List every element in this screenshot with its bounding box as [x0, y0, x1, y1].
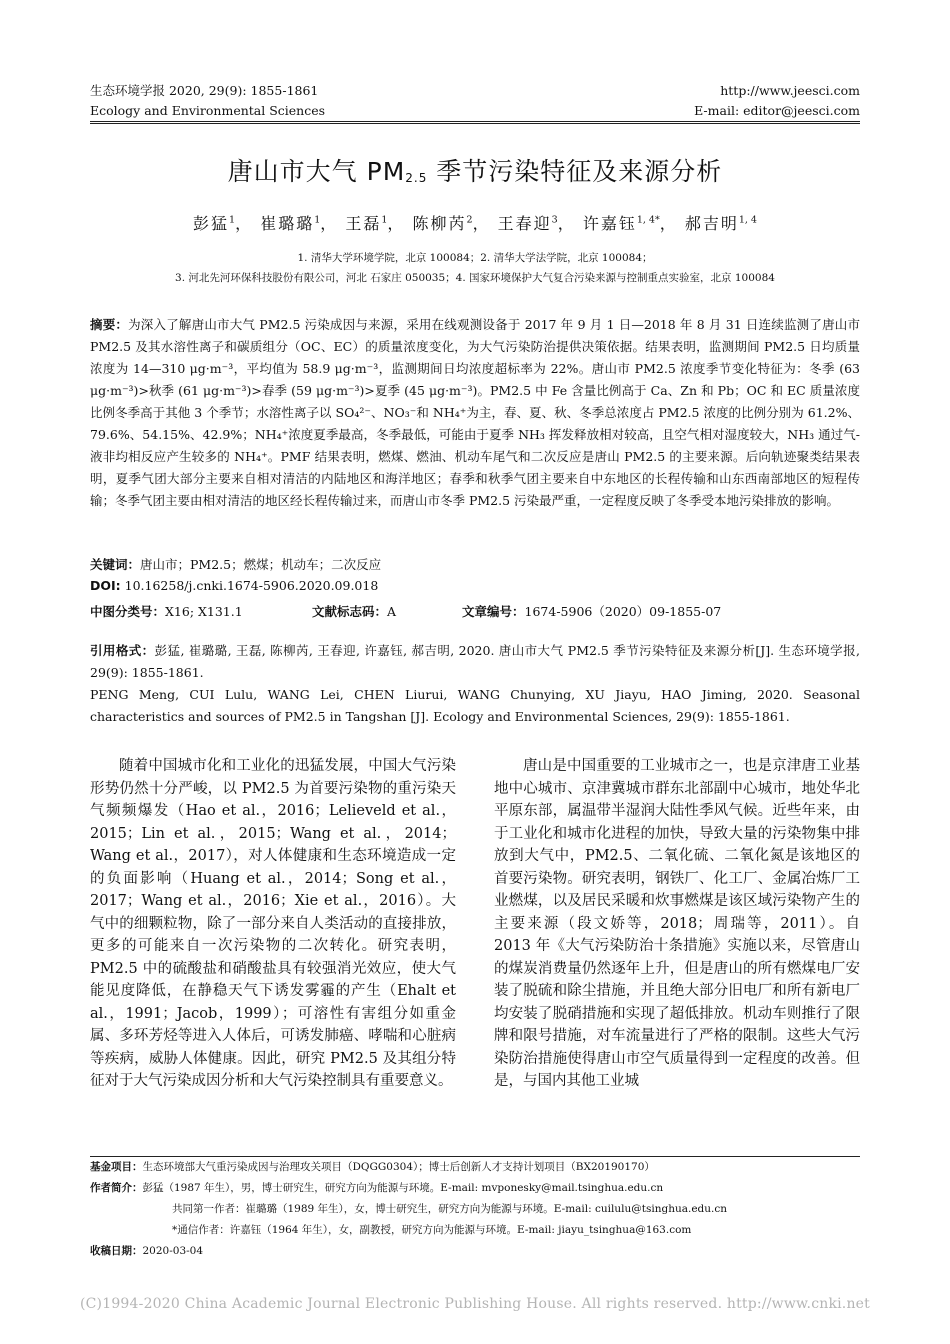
journal-url[interactable]: http://www.jeesci.com: [720, 83, 860, 98]
header-rule-top: [90, 121, 860, 122]
received-date: 收稿日期：2020-03-04: [90, 1245, 204, 1257]
author: 彭猛$^1$: [193, 214, 236, 233]
author: 崔璐璐$^1$: [260, 214, 321, 233]
author: 郝吉明$^{1, 4}$: [684, 214, 757, 233]
citation: [90, 640, 860, 728]
abstract-label: 摘要：: [90, 317, 129, 332]
journal-name-en: Ecology and Environmental Sciences: [90, 103, 326, 118]
author: 王春迎$^3$: [497, 214, 558, 233]
author: 王磊$^1$: [345, 214, 388, 233]
affiliation-line: 1. 清华大学环境学院，北京 100084；2. 清华大学法学院，北京 100084；: [297, 252, 653, 264]
body-column-left: [90, 755, 456, 1093]
keywords: 关键词：唐山市；PM2.5；燃煤；机动车；二次反应: [90, 557, 382, 572]
header-rule-bottom: [90, 123, 860, 124]
doi: DOI: 10.16258/j.cnki.1674-5906.2020.09.018: [90, 578, 379, 593]
body-column-right: [494, 755, 860, 1093]
author: 许嘉钰$^{1, 4*}$: [582, 214, 660, 233]
document-code: 文献标志码：A: [312, 604, 397, 619]
abstract: [90, 314, 860, 512]
abstract-text: 为深入了解唐山市大气 PM2.5 污染成因与来源，采用在线观测设备于 2017 年 9 月 1 日—2018 年 8 月 31 日连续监测了唐山市 PM2.5 及其水溶性离子和碳质组分（OC、EC）的质量浓度变化，为大气污染防治提供决策依据。结果表明，监测期间 PM2.5 日均质量浓度为 14—310 μg·m⁻³，平均值为 58.9 μg·m⁻³，监测期间日均浓度超标率为 22%。唐山市 PM2.5 浓度季节变化特征为：冬季 (63 μg·m⁻³)>秋季 (61 μg·m⁻³)>春季 (59 μg·m⁻³)>夏季 (45 μg·m⁻³)。PM2.5 中 Fe 含量比例高于 Ca、Zn 和 Pb；OC 和 EC 质量浓度比例冬季高于其他 3 个季节；水溶性离子以 SO₄²⁻、NO₃⁻和 NH₄⁺为主，春、夏、秋、冬季总浓度占 PM2.5 浓度的比例分别为 61.2%、79.6%、54.15%、42.9%；NH₄⁺浓度夏季最高，冬季最低，可能由于夏季 NH₃ 挥发释放相对较高，且空气相对湿度较大，NH₃ 通过气-液非均相反应产生较多的 NH₄⁺。PMF 结果表明，燃煤、燃油、机动车尾气和二次反应是唐山 PM2.5 的主要来源。后向轨迹聚类结果表明，夏季气团大部分主要来自相对清洁的内陆地区和海洋地区；春季和秋季气团主要来自中东地区的长程传输和山东西南部地区的短程传输；冬季气团主要由相对清洁的地区经长程传输过来，而唐山市冬季 PM2.5 污染最严重，一定程度反映了冬季受本地污染排放的影响。: [90, 317, 860, 508]
article-number: 文章编号：1674-5906（2020）09-1855-07: [462, 604, 722, 619]
clc-number: 中图分类号：X16; X131.1: [90, 604, 243, 619]
copyright-notice: (C)1994-2020 China Academic Journal Electronic Publishing House. All rights reserved. http://www.cnki.net: [79, 1296, 870, 1312]
body-paragraph: 唐山是中国重要的工业城市之一，也是京津唐工业基地中心城市、京津冀城市群东北部副中心城市，地处华北平原东部，属温带半湿润大陆性季风气候。近些年来，由于工业化和城市化进程的加快，导致大量的污染物集中排放到大气中，PM2.5、二氧化硫、二氧化氮是该地区的首要污染物。研究表明，钢铁厂、化工厂、金属冶炼厂工业燃煤，以及居民采暖和炊事燃煤是该区域污染物产生的主要来源（段文娇等，2018；周瑞等，2011）。自 2013 年《大气污染防治十条措施》实施以来，尽管唐山的煤炭消费量仍然逐年上升，但是唐山的所有燃煤电厂安装了脱硫和除尘措施，并且绝大部分旧电厂和所有新电厂均安装了脱硝措施和实现了超低排放。机动车则推行了限牌和限号措施，对车流量进行了严格的限制。这些大气污染防治措施使得唐山市空气质量得到一定程度的改善。但是，与国内其他工业城: [494, 758, 860, 1089]
journal-name-cn: 生态环境学报 2020, 29(9): 1855-1861: [90, 83, 319, 98]
body-paragraph: 随着中国城市化和工业化的迅猛发展，中国大气污染形势仍然十分严峻，以 PM2.5 为首要污染物的重污染天气频频爆发（Hao et al.，2016；Lelieveld et al.，2015；Lin et al.，2015；Wang et al.，2014；Wang et al.，2017），对人体健康和生态环境造成一定的负面影响（Huang et al.，2014；Song et al.，2017；Wang et al.，2016；Xie et al.，2016）。大气中的细颗粒物，除了一部分来自人类活动的直接排放，更多的可能来自一次污染物的二次转化。研究表明，PM2.5 中的硫酸盐和硝酸盐具有较强消光效应，使大气能见度降低，在静稳天气下诱发雾霾的产生（Ehalt et al.，1991；Jacob，1999）；可溶性有害组分如重金属、多环芳烃等进入人体后，可诱发肺癌、哮喘和心脏病等疾病，威胁人体健康。因此，研究 PM2.5 及其组分特征对于大气污染成因分析和大气污染控制具有重要意义。: [90, 758, 456, 1089]
author: 陈柳芮$^2$: [412, 214, 473, 233]
corresponding-author: *通信作者：许嘉钰（1964 年生），女，副教授，研究方向为能源与环境。E-mail: jiayu_tsinghua@163.com: [172, 1224, 692, 1236]
paper-title: 唐山市大气 PM2.5 季节污染特征及来源分析: [227, 157, 723, 186]
author-list: 彭猛$^1$， 崔璐璐$^1$， 王磊$^1$， 陈柳芮$^2$， 王春迎$^3$， 许嘉钰$^{1, 4*}$， 郝吉明$^{1, 4}$: [193, 214, 757, 233]
citation-en: PENG Meng, CUI Lulu, WANG Lei, CHEN Liurui, WANG Chunying, XU Jiayu, HAO Jiming, 2020. Seasonal characteristics and sources of PM2.5 in Tangshan [J]. Ecology and Environmental Sciences, 29(9): 1855-1861.: [90, 687, 860, 724]
citation-cn: 引用格式：彭猛, 崔璐璐, 王磊, 陈柳芮, 王春迎, 许嘉钰, 郝吉明, 2020. 唐山市大气 PM2.5 季节污染特征及来源分析[J]. 生态环境学报, 29(9): 1855-1861.: [90, 643, 860, 680]
author-bio: 作者简介：彭猛（1987 年生），男，博士研究生，研究方向为能源与环境。E-mail: mvponesky@mail.tsinghua.edu.cn: [90, 1182, 664, 1194]
fund-info: 基金项目：生态环境部大气重污染成因与治理攻关项目（DQGG0304）；博士后创新人才支持计划项目（BX20190170）: [90, 1161, 655, 1173]
co-first-author: 共同第一作者：崔璐璐（1989 年生），女，博士研究生，研究方向为能源与环境。E-mail: cuilulu@tsinghua.edu.cn: [172, 1203, 728, 1215]
journal-email[interactable]: E-mail: editor@jeesci.com: [694, 103, 860, 118]
affiliation-line: 3. 河北先河环保科技股份有限公司，河北 石家庄 050035；4. 国家环境保护大气复合污染来源与控制重点实验室，北京 100084: [175, 272, 775, 284]
